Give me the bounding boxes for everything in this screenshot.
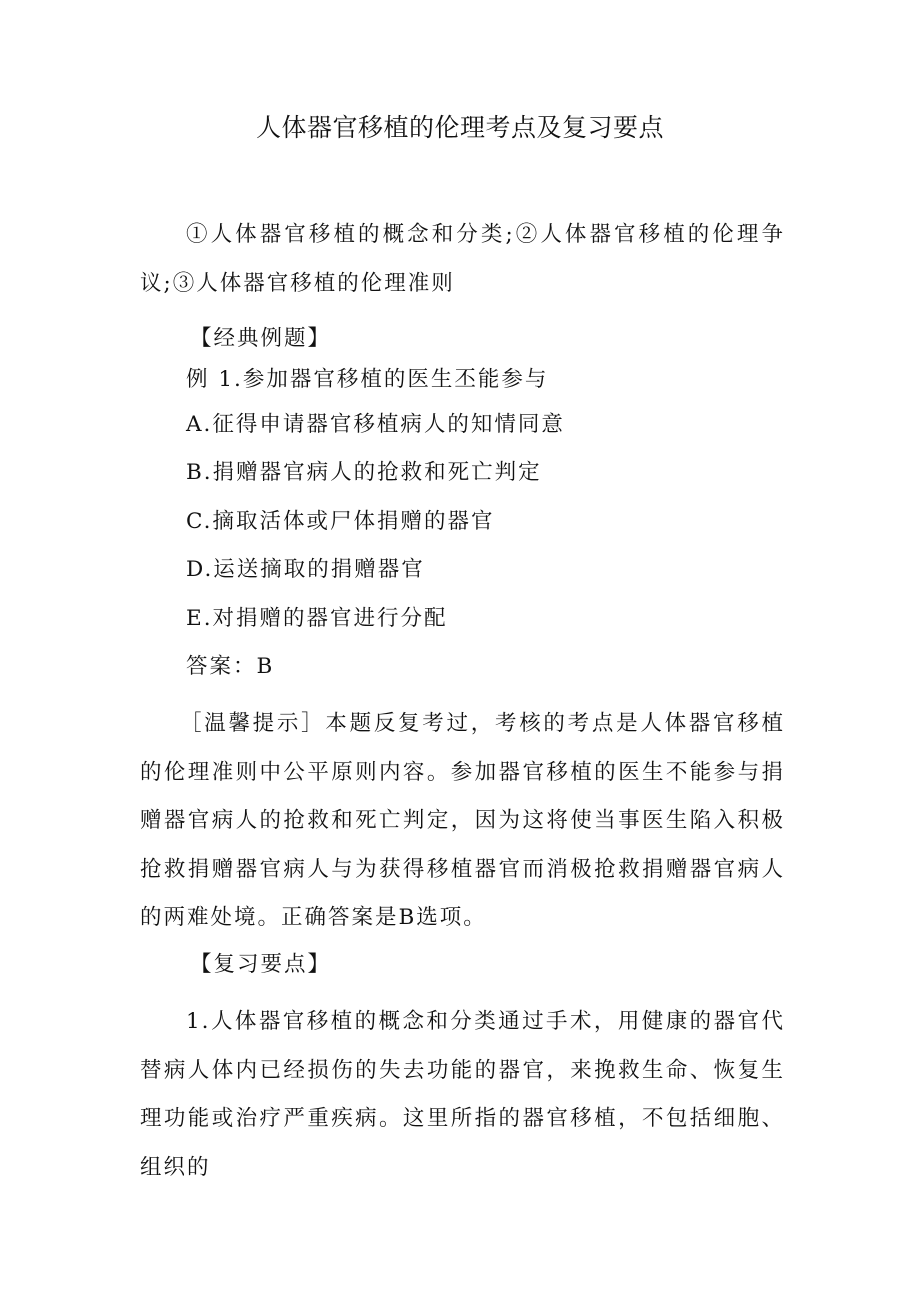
review-paragraph: 1.人体器官移植的概念和分类通过手术，用健康的器官代替病人体内已经损伤的失去功能的器官，来挽救生命、恢复生理功能或治疗严重疾病。这里所指的器官移植，不包括细胞、组织的 xyxy=(140,1009,785,1180)
tip-paragraph: ［温馨提示］本题反复考过，考核的考点是人体器官移植的伦理准则中公平原则内容。参加器官移植的医生不能参与捐赠器官病人的抢救和死亡判定，因为这将使当事医生陷入积极抢救捐赠器官病人与为获得移植器官而消极抢救捐赠器官病人的两难处境。正确答案是B选项。 xyxy=(140,711,785,930)
option-d: D.运送摘取的捐赠器官 xyxy=(186,557,425,582)
option-c: C.摘取活体或尸体捐赠的器官 xyxy=(186,509,495,534)
review-heading: 【复习要点】 xyxy=(190,952,332,977)
option-a: A.征得申请器官移植病人的知情同意 xyxy=(186,412,565,437)
option-b: B.捐赠器官病人的抢救和死亡判定 xyxy=(186,460,542,485)
outline-paragraph: ①人体器官移植的概念和分类;②人体器官移植的伦理争议;③人体器官移植的伦理准则 xyxy=(140,222,785,296)
question-text: 例 1.参加器官移植的医生丕能参与 xyxy=(186,367,549,392)
document-title: 人体器官移植的伦理考点及复习要点 xyxy=(255,113,664,142)
answer-text: 答案：B xyxy=(186,654,275,679)
example-heading: 【经典例题】 xyxy=(190,326,332,351)
option-e: E.对捐赠的器官进行分配 xyxy=(186,606,448,631)
